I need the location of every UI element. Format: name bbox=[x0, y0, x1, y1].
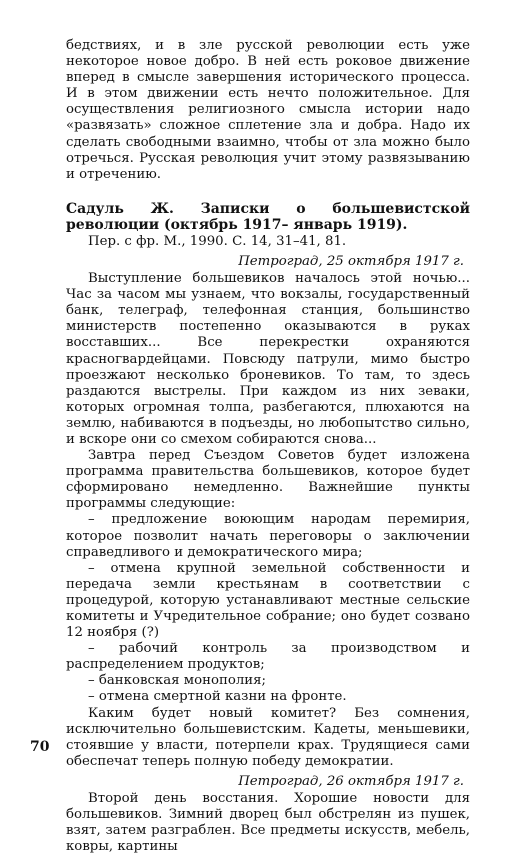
paragraph-committee: Каким будет новый комитет? Без сомнения, исключительно большевистским. Кадеты, меньшевики, стоявшие у власти, потерпели крах. Трудящиеся сами обеспечат теперь полную победу демократии. bbox=[66, 705, 470, 769]
source-title: Садуль Ж. Записки о большевистской революции (октябрь 1917– январь 1919). bbox=[66, 200, 470, 234]
program-item: – отмена смертной казни на фронте. bbox=[88, 689, 347, 705]
page-number: 70 bbox=[30, 739, 50, 755]
intro-paragraph: бедствиях, и в зле русской революции есть уже некоторое новое добро. В ней есть роковое движение вперед в смысле завершения исторического процесса. И в этом движении есть нечто положительное. Для осуществления религиозного смысла истории надо «развязать» сложное сплетение зла и добра. Надо их сделать свободными взаимно, чтобы от зла можно было отречься. Русская революция учит этому развязыванию и отречению. bbox=[66, 38, 470, 182]
dateline-oct-26: Петроград, 26 октября 1917 г. bbox=[238, 773, 464, 789]
paragraph-second-day: Второй день восстания. Хорошие новости для большевиков. Зимний дворец был обстрелян из пушек, взят, затем разграблен. Все предметы искусств, мебель, ковры, картины bbox=[66, 791, 470, 855]
program-item: – банковская монополия; bbox=[88, 673, 267, 689]
paragraph-uprising: Выступление большевиков началось этой ночью... Час за часом мы узнаем, что вокзалы, государственный банк, телеграф, телефонная станция, большинство министерств постепенно оказываются в руках восставших... Все перекрестки охраняются красногвардейцами. Повсюду патрули, мимо быстро проезжают несколько броневиков. То там, то здесь раздаются выстрелы. При каждом из них зеваки, которых огромная толпа, разбегаются, плюхаются на землю, набиваются в подъезды, но любопытство сильно, и вскоре они со смехом собираются снова... bbox=[66, 271, 470, 447]
program-item: – отмена крупной земельной собственности и передача земли крестьянам в соответствии с процедурой, которую устанавливают местные сельские комитеты и Учредительное собрание; оно будет созвано 12 ноября (?) bbox=[66, 560, 470, 641]
paragraph-program: Завтра перед Съездом Советов будет изложена программа правительства большевиков, которое будет сформировано немедленно. Важнейшие пункты программы следующие: bbox=[66, 448, 470, 512]
source-reference: Пер. с фр. М., 1990. С. 14, 31–41, 81. bbox=[88, 233, 347, 249]
program-item: – предложение воюющим народам перемирия, которое позволит начать переговоры о заключении справедливого и демократического мира; bbox=[66, 512, 470, 560]
page-body bbox=[66, 38, 470, 855]
dateline-oct-25: Петроград, 25 октября 1917 г. bbox=[238, 253, 464, 269]
program-item: – рабочий контроль за производством и распределением продуктов; bbox=[66, 641, 470, 673]
